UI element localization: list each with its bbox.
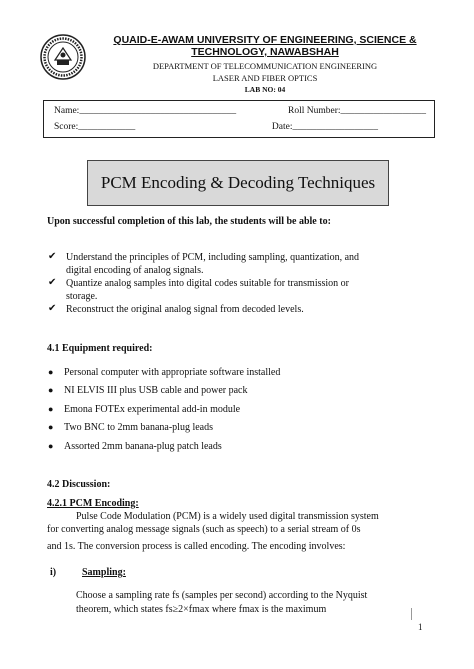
bullet-icon: ● — [48, 385, 54, 395]
page-number: 1 — [418, 622, 423, 632]
discussion-para-line3: and 1s. The conversion process is called encoding. The encoding involves: — [47, 541, 346, 552]
equipment-item-1: Personal computer with appropriate software installed — [64, 367, 281, 378]
roll-number-field[interactable]: Roll Number:__________________ — [287, 106, 426, 116]
university-seal-icon — [40, 34, 86, 80]
department-name: DEPARTMENT OF TELECOMMUNICATION ENGINEERING — [152, 61, 378, 71]
objective-item-1-line2: digital encoding of analog signals. — [66, 265, 204, 276]
objective-item-3-line1: Reconstruct the original analog signal from decoded levels. — [66, 304, 304, 315]
equipment-item-5: Assorted 2mm banana-plug patch leads — [64, 441, 222, 452]
university-name-line2: TECHNOLOGY, NAWABSHAH — [191, 46, 339, 58]
discussion-heading: 4.2 Discussion: — [47, 479, 111, 490]
student-info-box — [43, 100, 435, 138]
score-field[interactable]: Score:____________ — [54, 122, 136, 132]
pcm-encoding-subheading: 4.2.1 PCM Encoding: — [47, 498, 139, 509]
date-field[interactable]: Date:__________________ — [271, 122, 378, 132]
discussion-para-line2: for converting analog message signals (such as speech) to a serial stream of 0s — [47, 524, 361, 535]
name-field[interactable]: Name:_________________________________ — [54, 106, 237, 116]
objective-item-2-line1: Quantize analog samples into digital codes suitable for transmission or — [66, 278, 349, 289]
objective-item-2-line2: storage. — [66, 291, 98, 302]
discussion-para-line1: Pulse Code Modulation (PCM) is a widely used digital transmission system — [76, 511, 379, 522]
margin-line — [411, 608, 412, 620]
lab-title: PCM Encoding & Decoding Techniques — [100, 173, 376, 192]
bullet-icon: ● — [48, 422, 54, 432]
check-icon: ✔ — [48, 303, 57, 314]
sampling-para-line2: theorem, which states fs≥2×fmax where fmax is the maximum — [76, 604, 327, 615]
equipment-item-2: NI ELVIS III plus USB cable and power pack — [64, 385, 248, 396]
lab-title-box — [87, 160, 389, 206]
objectives-intro: Upon successful completion of this lab, the students will be able to: — [47, 216, 331, 227]
lab-number: LAB NO: 04 — [244, 85, 286, 94]
equipment-heading: 4.1 Equipment required: — [47, 343, 153, 354]
university-name-line1: QUAID-E-AWAM UNIVERSITY OF ENGINEERING, SCIENCE & — [113, 34, 417, 46]
sampling-heading: Sampling: — [82, 567, 126, 578]
bullet-icon: ● — [48, 404, 54, 414]
bullet-icon: ● — [48, 441, 54, 451]
sampling-para-line1: Choose a sampling rate fs (samples per second) according to the Nyquist — [76, 590, 368, 601]
equipment-item-3: Emona FOTEx experimental add-in module — [64, 404, 241, 415]
equipment-item-4: Two BNC to 2mm banana-plug leads — [64, 422, 213, 433]
objective-item-1-line1: Understand the principles of PCM, including sampling, quantization, and — [66, 252, 360, 263]
check-icon: ✔ — [48, 251, 57, 262]
bullet-icon: ● — [48, 367, 54, 377]
course-name: LASER AND FIBER OPTICS — [212, 73, 318, 83]
check-icon: ✔ — [48, 277, 57, 288]
step-number: i) — [50, 567, 57, 578]
